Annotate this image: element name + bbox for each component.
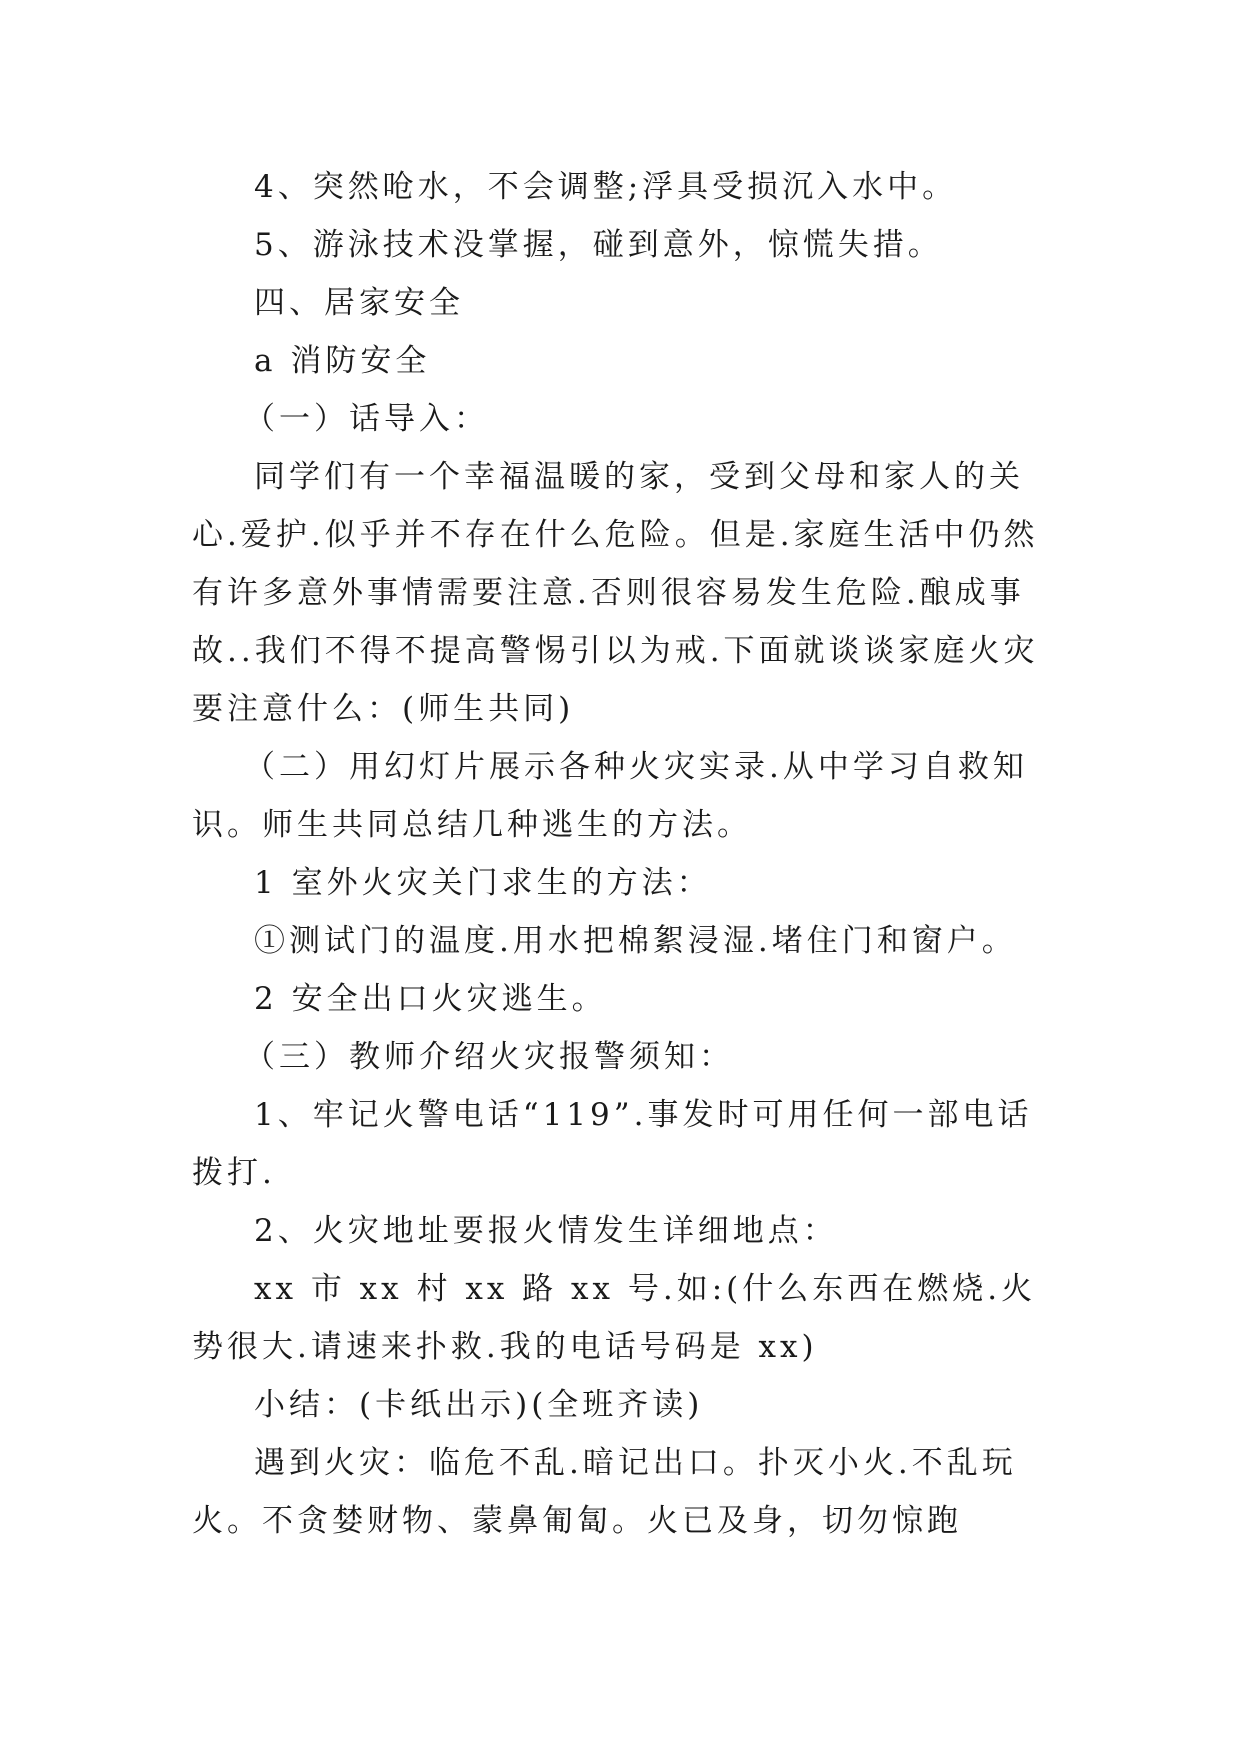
- document-body: [192, 158, 1062, 1550]
- address-example: xx 市 xx 村 xx 路 xx 号.如:(什么东西在燃烧.火势很大.请速来扑救.我的电话号码是 xx): [192, 1271, 1037, 1365]
- alarm-note-1: 1、牢记火警电话“119”.事发时可用任何一部电话拨打.: [192, 1097, 1033, 1191]
- section-heading-home-safety: 四、居家安全: [254, 285, 464, 321]
- paragraph-item-5: 5、游泳技术没掌握，碰到意外，惊慌失措。: [254, 227, 943, 263]
- alarm-note-2: 2、火灾地址要报火情发生详细地点：: [254, 1213, 838, 1249]
- escape-method-1: 1 室外火灾关门求生的方法：: [254, 865, 712, 901]
- step-heading-1: （一）话导入：: [244, 401, 489, 437]
- step-heading-2-paragraph: （二）用幻灯片展示各种火灾实录.从中学习自救知识。师生共同总结几种逃生的方法。: [192, 749, 1028, 843]
- escape-method-2: 2 安全出口火灾逃生。: [254, 981, 607, 1017]
- intro-paragraph: 同学们有一个幸福温暖的家，受到父母和家人的关心.爱护.似乎并不存在什么危险。但是.家庭生活中仍然有许多意外事情需要注意.否则很容易发生危险.酿成事故..我们不得不提高警惕引以为戒.下面就谈谈家庭火灾要注意什么：(师生共同): [192, 459, 1039, 727]
- escape-method-1-detail: ①测试门的温度.用水把棉絮浸湿.堵住门和窗户。: [254, 923, 1017, 959]
- paragraph-item-4: 4、突然呛水，不会调整;浮具受损沉入水中。: [254, 169, 958, 205]
- step-heading-3: （三）教师介绍火灾报警须知：: [244, 1039, 734, 1075]
- summary-heading: 小结：(卡纸出示)(全班齐读): [254, 1387, 704, 1423]
- subsection-heading-fire-safety: a 消防安全: [254, 343, 431, 379]
- summary-text: 遇到火灾：临危不乱.暗记出口。扑灭小火.不乱玩火。不贪婪财物、蒙鼻匍匐。火已及身，切勿惊跑: [192, 1445, 1017, 1539]
